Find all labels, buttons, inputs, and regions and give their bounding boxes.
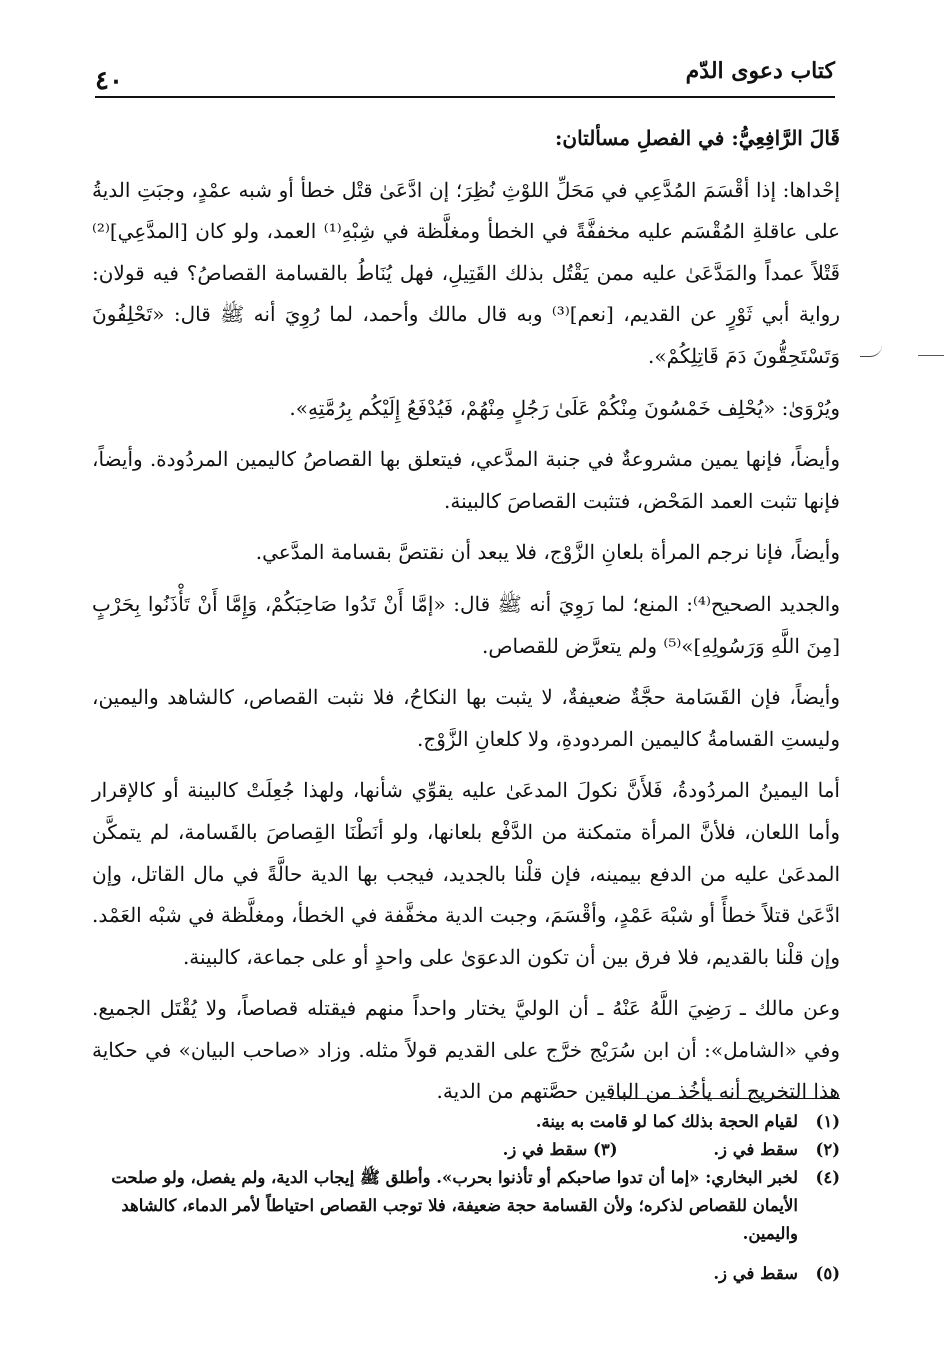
footnote	[92, 1136, 840, 1164]
footnote-text-main: سقط في ز.	[713, 1140, 798, 1159]
page-header	[95, 52, 835, 96]
page-number: ٤٠	[95, 66, 123, 96]
paragraph: وعن مالك ـ رَضِيَ اللَّهُ عَنْهُ ـ أن الوليَّ يختار واحداً منهم فيقتله قصاصاً، ولا يُقْتَل الجميع. وفي «الشامل»: أن ابن سُرَيْج خرَّج على القديم قولاً مثله. وزاد «صاحب البيان» في حكاية هذا التخريج أنه يأخُذ من الباقين حصَّتهم من الدية.	[92, 996, 840, 1104]
paragraph: أما اليمينُ المردُودةُ، فَلأَنَّ نكولَ المدعَىٰ عليه يقوِّي شأنها، ولهذا جُعِلَتْ كالبينة أو كالإقرار وأما اللعان، فلأنَّ المرأة متمكنة من الدَّفْع بلعانها، ولو أنَطْنَا القِصاصَ بالقَسامة، لم يتمكَّن المدعَىٰ عليه من الدفع بيمينه، فإن قلْنا بالجديد، فيجب بها الدية حالَّةً في مال القاتل، وإن ادَّعَىٰ قتلاً خطأً أو شبْهَ عَمْدٍ، وأقْسَمَ، وجبت الدية مخفَّفة في الخطأ، ومغلَّظة في شبْه العَمْد. وإن قلْنا بالقديم، فلا فرق بين أن تكون الدعوَىٰ على واحدٍ أو على جماعة، كالبينة.	[92, 778, 840, 969]
running-title: كتاب دعوى الدّم	[685, 58, 835, 84]
main-text	[92, 118, 840, 1123]
footnote	[92, 1108, 840, 1136]
footnote	[92, 1260, 840, 1288]
paragraph: وأيضاً، فإنها يمين مشروعةٌ في جنبة المدَّعي، فيتعلق بها القصاصُ كاليمين المردُودة. وأيضاً، فإنها تثبت العمد المَحْض، فتثبت القصاصَ كالبينة.	[92, 447, 840, 513]
footnote-spacer	[92, 1248, 840, 1260]
footnote-text: سقط في ز.	[713, 1264, 798, 1283]
paragraph: وأيضاً، فإن القَسَامة حجَّةٌ ضعيفةٌ، لا يثبت بها النكاحُ، فلا نثبت القصاص، كالشاهد واليمين، وليستِ القسامةُ كاليمين المردودةِ، ولا كلعانِ الزَّوْج.	[92, 685, 840, 751]
footnote-text-extra: (٣) سقط في ز.	[502, 1140, 618, 1159]
paragraph-heading: قَالَ الرَّافِعِيُّ: في الفصلِ مسألتان:	[555, 126, 840, 150]
footnote-number: (٢)	[815, 1140, 840, 1159]
margin-mark	[860, 344, 882, 357]
footnotes	[92, 1108, 840, 1288]
header-divider	[95, 96, 835, 98]
footnote-number: (٥)	[815, 1264, 840, 1283]
paragraph: ويُرْوَىٰ: «يُحْلِف خَمْسُونَ مِنْكُمْ عَلَىٰ رَجُلٍ مِنْهُمْ، فَيُدْفَعُ إِلَيْكُم بِرُمَّتِهِ».	[289, 395, 840, 420]
footnote-number: (٤)	[815, 1168, 840, 1187]
footnote-divider	[610, 1098, 840, 1099]
paragraph: وأيضاً، فإنا نرجم المرأة بلعانِ الزَّوْج، فلا يبعد أن نقتصَّ بقسامة المدَّعي.	[255, 540, 840, 565]
footnote-text: لخبر البخاري: «إما أن تدوا صاحبكم أو تأذنوا بحرب». وأطلق ﷺ إيجاب الدية، ولم يفصل، ولو صلحت الأيمان للقصاص لذكره؛ ولأن القسامة حجة ضعيفة، فلا توجب القصاص احتياطاً لأمر الدماء، كالشاهد واليمين.	[111, 1168, 798, 1243]
footnote-text	[92, 1136, 798, 1164]
margin-dash	[918, 355, 944, 356]
paragraph: إحْداها: إذا أقْسَمَ المُدَّعِي في مَحَلِّ اللوْثِ نُظِرَ؛ إن ادَّعَىٰ قتْل خطأ أو شبه عمْدٍ، وجبَتِ الديةُ على عاقلةِ المُقْسَم عليه مخففَّةً في الخطأ ومغلَّظة في شِبْهِ⁽¹⁾ العمد، ولو كان [المدَّعِي]⁽²⁾ قَتْلاً عمداً والمَدَّعَىٰ عليه ممن يَقْتُل بذلك القَتِيلِ، فهل يُنَاطُ بالقسامة القصاصُ؟ فيه قولان: رواية أبي ثَوْرٍ عن القديم، [نعم]⁽³⁾ وبه قال مالك وأحمد، لما رُوِيَ أنه ﷺ قال: «تَحْلِفُونَ وَتَسْتَحِقُّونَ دَمَ قَاتِلِكُمْ».	[92, 177, 841, 368]
footnote	[92, 1164, 840, 1248]
paragraph: والجديد الصحيح⁽⁴⁾: المنع؛ لما رَوِيَ أنه ﷺ قال: «إمَّا أَنْ تَدُوا صَاحِبَكُمْ، وَإِمَّا أَنْ تَأْذَنُوا بِحَرْبٍ [مِنَ اللَّهِ وَرَسُولِهِ]»⁽⁵⁾ ولم يتعرَّض للقصاص.	[92, 591, 841, 658]
footnote-number: (١)	[815, 1112, 840, 1131]
footnote-text: لقيام الحجة بذلك كما لو قامت به بينة.	[535, 1112, 798, 1131]
